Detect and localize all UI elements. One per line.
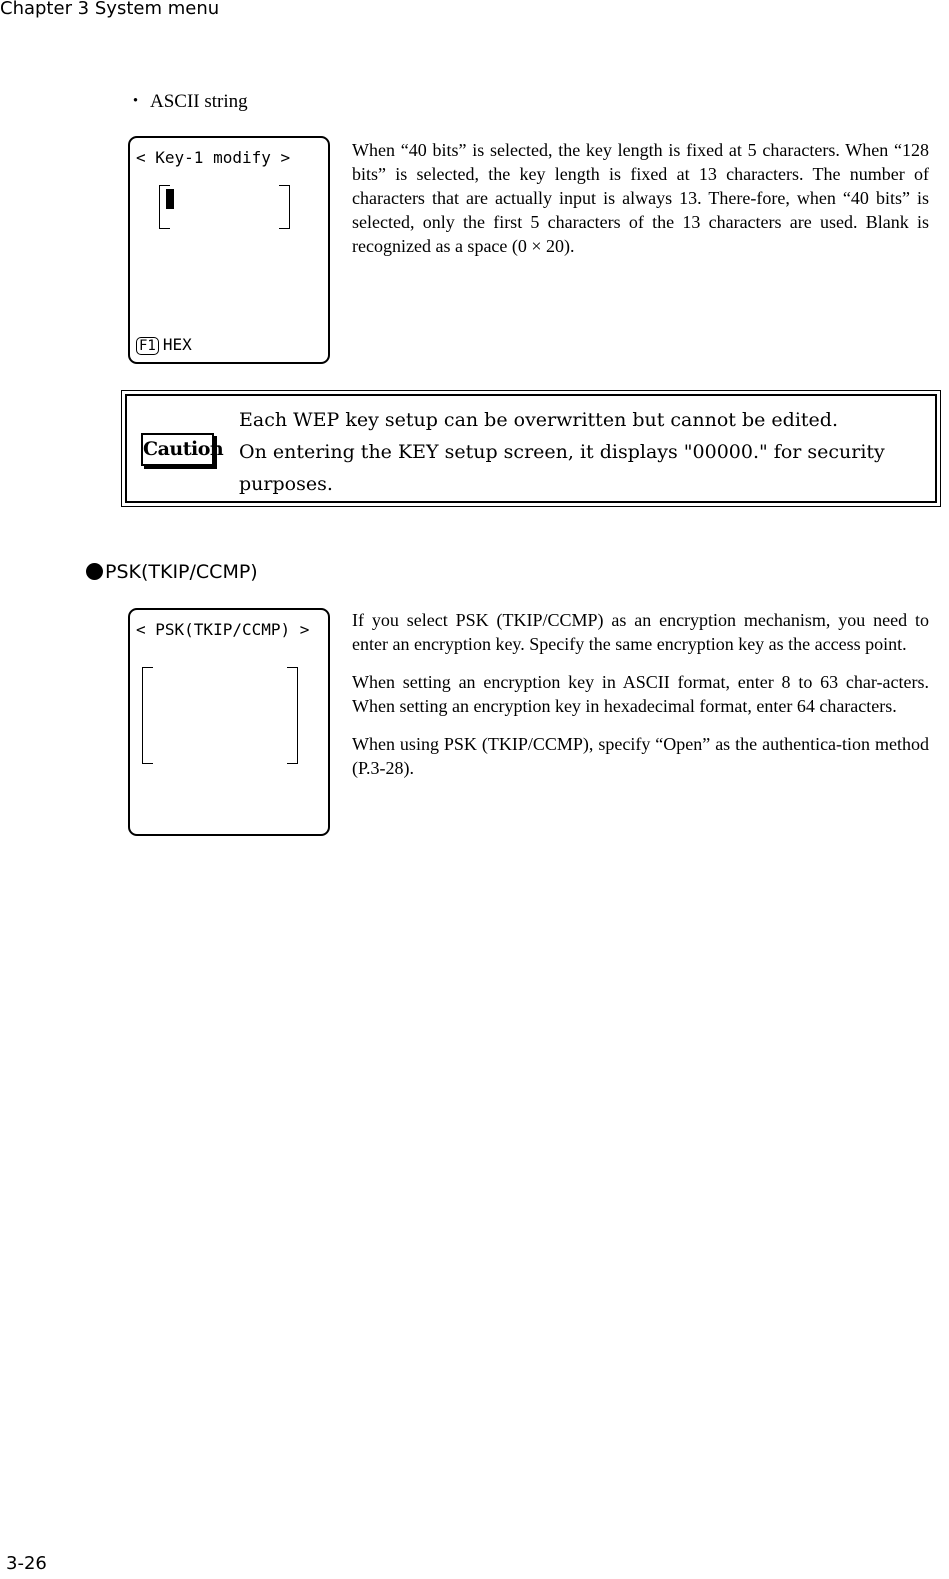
psk-paragraph-2: When setting an encryption key in ASCII format, enter 8 to 63 char-acters. When setting an encryption key in hexadecimal format, enter 64 characters.	[352, 672, 929, 716]
caution-text	[239, 404, 933, 500]
psk-screen-title: < PSK(TKIP/CCMP) >	[136, 620, 310, 639]
caution-box-inner	[125, 394, 937, 503]
ascii-description: When “40 bits” is selected, the key length is fixed at 5 characters. When “128 bits” is selected, the key length is fixed at 13 characters. The number of characters that are actually input is always 13. There-fore, when “40 bits” is selected, only the first 5 characters of the 13 characters are used. Blank is recognized as a space (0 × 20).	[352, 140, 929, 256]
caution-box	[121, 390, 941, 507]
psk-bracket-left	[142, 667, 153, 764]
ascii-string-heading	[126, 86, 248, 113]
key-modify-screen-title: < Key-1 modify >	[136, 148, 291, 167]
bullet-disc-icon	[86, 563, 103, 580]
page-number: 3-26	[6, 1553, 47, 1574]
page-header: Chapter 3 System menu	[0, 0, 220, 19]
f1-label: HEX	[162, 335, 192, 354]
key-modify-screen	[128, 136, 330, 364]
psk-bracket-right	[287, 667, 298, 764]
caution-line-1: Each WEP key setup can be overwritten but cannot be edited.	[239, 409, 838, 431]
ascii-string-label: ASCII string	[150, 91, 248, 112]
psk-screen	[128, 608, 330, 836]
psk-paragraph-1: If you select PSK (TKIP/CCMP) as an encryption mechanism, you need to enter an encryption key. Specify the same encryption key as the access point.	[352, 610, 929, 654]
caution-badge: Caution	[141, 433, 214, 466]
f1-hex-softkey	[136, 335, 192, 355]
f1-key-icon: F1	[136, 337, 159, 355]
psk-heading: PSK(TKIP/CCMP)	[105, 561, 258, 583]
text-cursor	[166, 189, 174, 209]
psk-paragraph-3: When using PSK (TKIP/CCMP), specify “Open” as the authentica-tion method (P.3-28).	[352, 734, 929, 778]
bullet-mark: ・	[126, 91, 146, 112]
psk-description	[352, 608, 929, 780]
psk-section-title	[86, 561, 258, 583]
input-bracket-right	[279, 185, 290, 229]
caution-line-2: On entering the KEY setup screen, it displays "00000." for security purposes.	[239, 441, 885, 495]
